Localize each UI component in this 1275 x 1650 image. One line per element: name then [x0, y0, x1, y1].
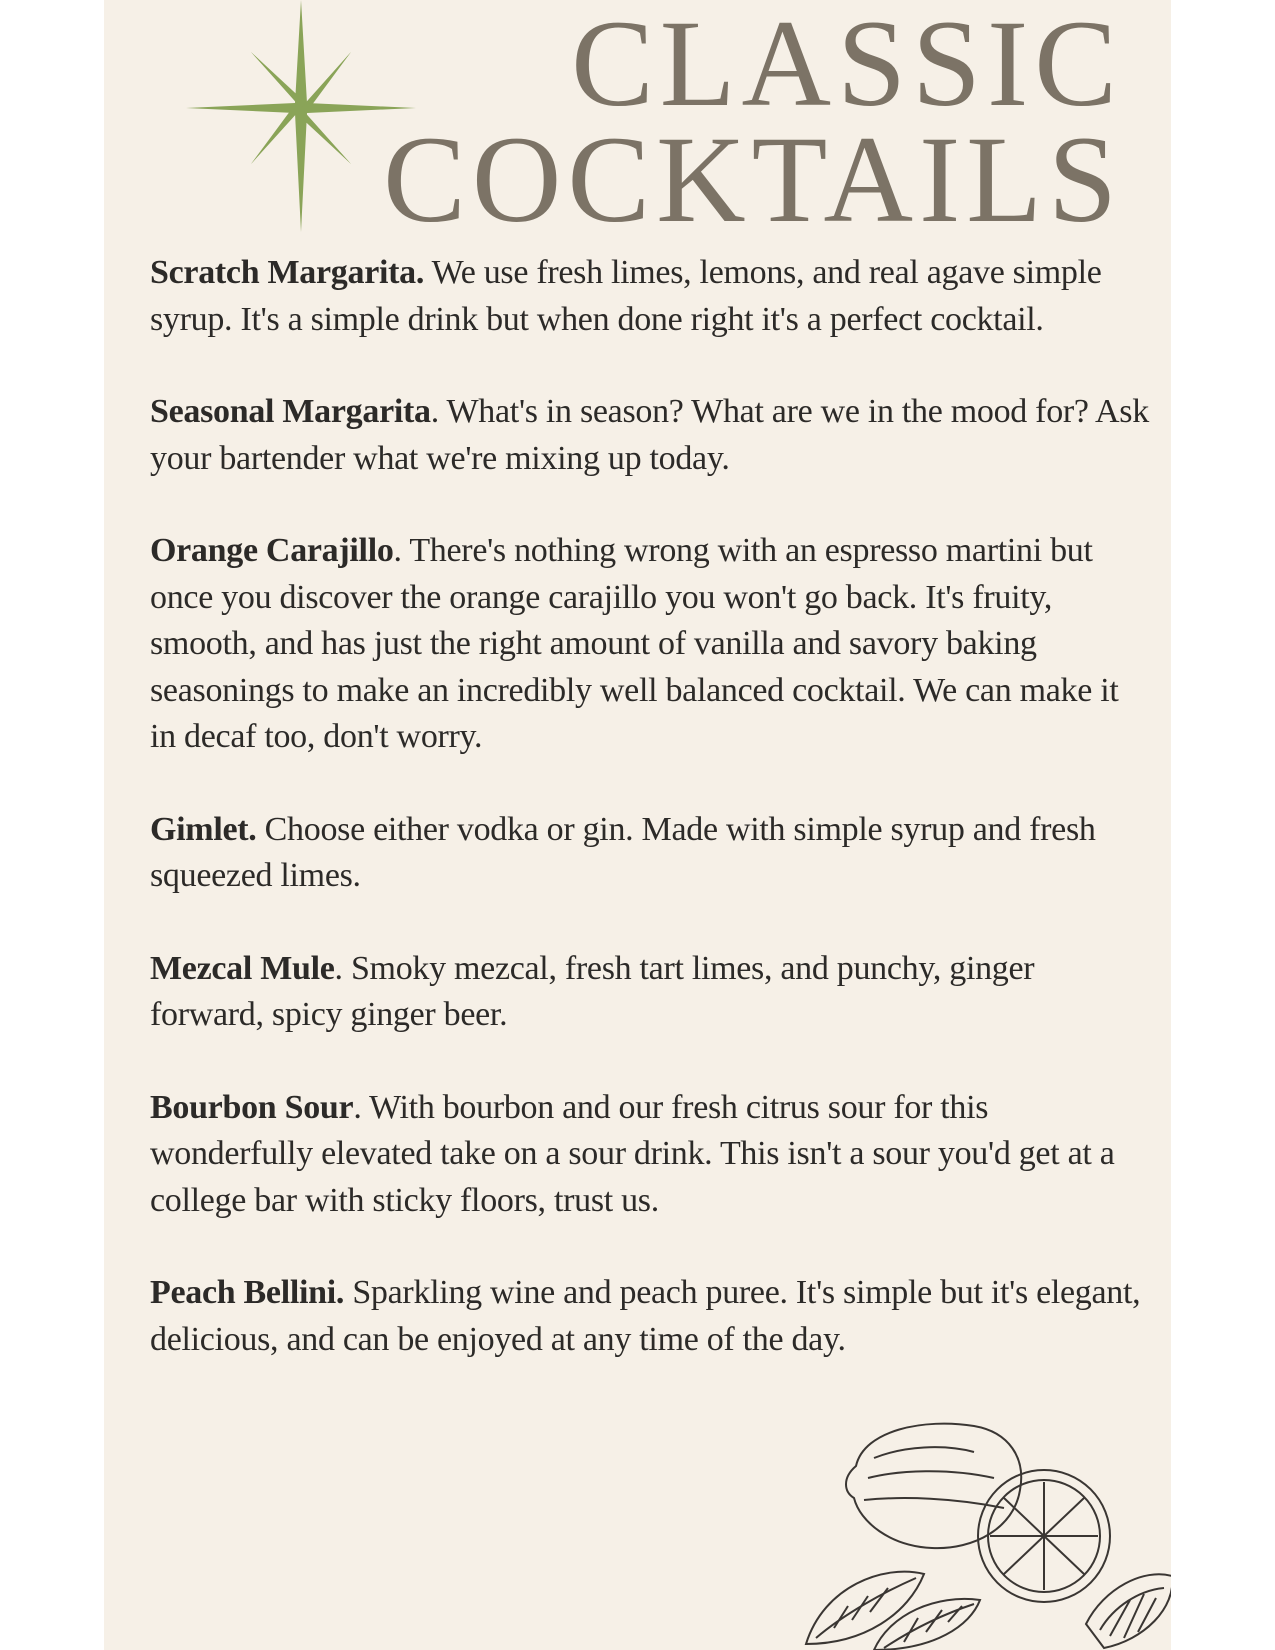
menu-page	[104, 0, 1171, 1650]
menu-item-gimlet	[150, 807, 1150, 900]
lemon-illustration-icon	[804, 1418, 1171, 1650]
menu-item-description: Choose either vodka or gin. Made with simple syrup and fresh squeezed limes.	[150, 810, 1096, 894]
menu-item-peach-bellini	[150, 1270, 1150, 1363]
menu-item-name: Bourbon Sour	[150, 1088, 354, 1126]
title-line-classic: CLASSIC	[571, 0, 1123, 132]
menu-item-bourbon-sour	[150, 1085, 1150, 1225]
menu-item-description: Sparkling wine and peach puree. It's simple but it's elegant, delicious, and can be enjoyed at any time of the day.	[150, 1274, 1141, 1358]
menu-item-description: . There's nothing wrong with an espresso martini but once you discover the orange carajillo you won't go back. It's fruity, smooth, and has just the right amount of vanilla and savory baking seasonings to make an incredibly well balanced cocktail. We can make it in decaf too, don't worry.	[150, 532, 1119, 755]
menu-item-name: Scratch Margarita.	[150, 254, 425, 291]
menu-item-name: Seasonal Margarita	[150, 393, 431, 430]
menu-item-name: Gimlet.	[150, 810, 257, 848]
cocktail-list	[150, 250, 1150, 1409]
menu-item-description: . What's in season? What are we in the mood for? Ask your bartender what we're mixing up today.	[150, 393, 1149, 477]
menu-item-scratch-margarita	[150, 250, 1150, 343]
menu-item-name: Mezcal Mule	[150, 949, 335, 987]
menu-item-description: . With bourbon and our fresh citrus sour for this wonderfully elevated take on a sour drink. This isn't a sour you'd get at a college bar with sticky floors, trust us.	[150, 1088, 1115, 1219]
title-line-cocktails: COCKTAILS	[383, 111, 1123, 248]
page-title	[383, 0, 1123, 248]
menu-item-description: . Smoky mezcal, fresh tart limes, and punchy, ginger forward, spicy ginger beer.	[150, 949, 1035, 1033]
menu-item-orange-carajillo	[150, 528, 1150, 761]
four-point-star-icon	[186, 0, 416, 232]
menu-item-description: We use fresh limes, lemons, and real agave simple syrup. It's a simple drink but when done right it's a perfect cocktail.	[150, 254, 1102, 338]
menu-item-seasonal-margarita	[150, 389, 1150, 482]
menu-item-name: Peach Bellini.	[150, 1274, 345, 1311]
menu-item-name: Orange Carajillo	[150, 532, 394, 569]
menu-item-mezcal-mule	[150, 946, 1150, 1039]
